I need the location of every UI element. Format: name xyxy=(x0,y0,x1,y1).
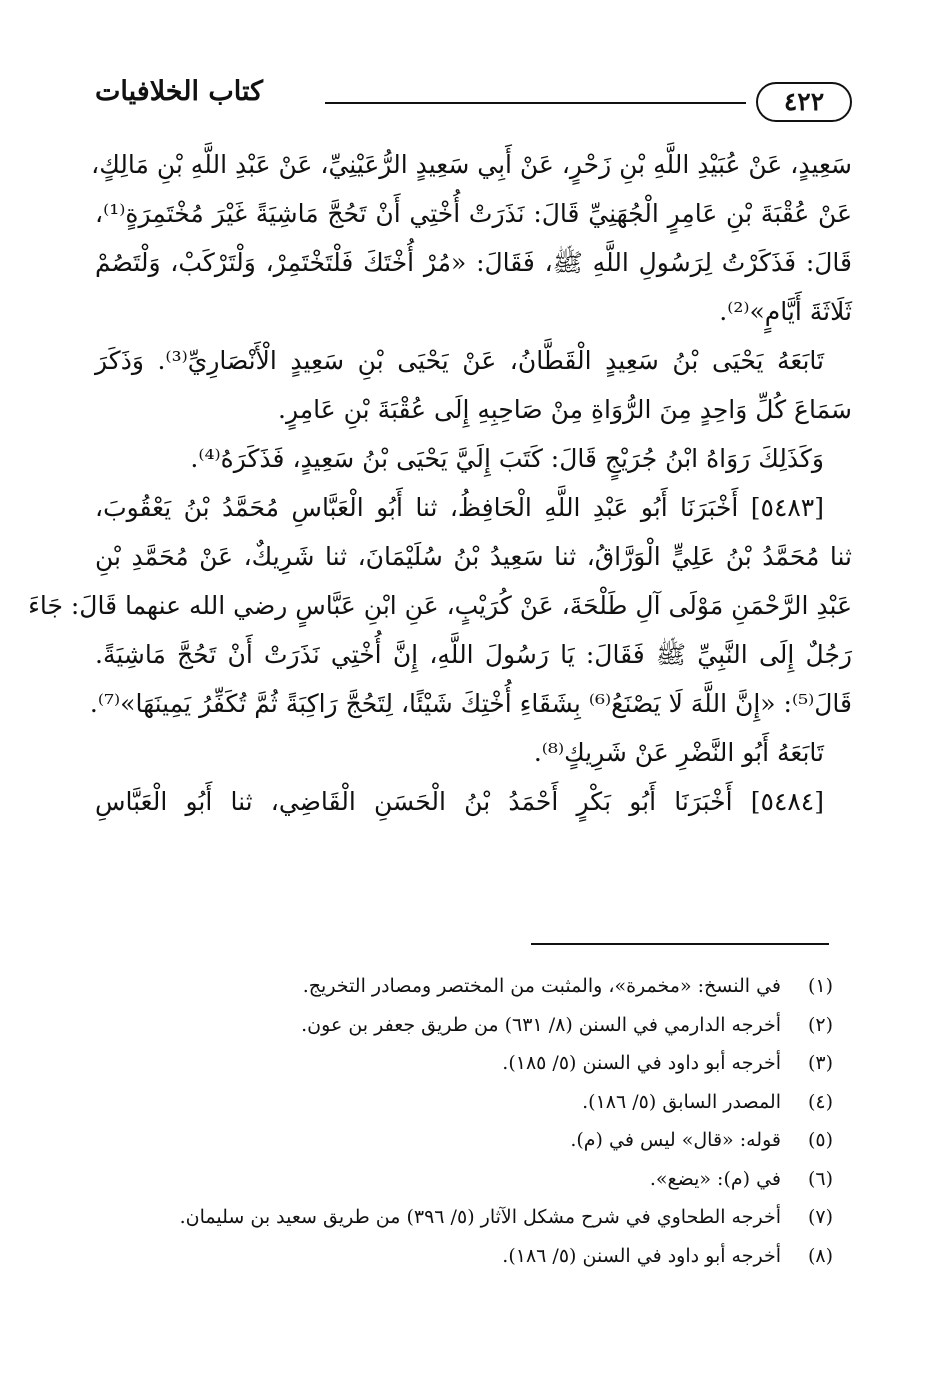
footnote-number: (١) xyxy=(807,975,833,997)
footnote-number: (٤) xyxy=(807,1090,833,1113)
text-line: سَعِيدٍ، عَنْ عُبَيْدِ اللَّهِ بْنِ زَحْرٍ، عَنْ أَبِي سَعِيدٍ الرُّعَيْنِيِّ، عَنْ عَبْدِ اللَّهِ بْنِ مَالِكٍ، xyxy=(91,150,852,179)
page-number: ٤٢٢ xyxy=(756,82,852,122)
text-line: عَبْدِ الرَّحْمَنِ مَوْلَى آلِ طَلْحَةَ، عَنْ كُرَيْبٍ، عَنِ ابْنِ عَبَّاسٍ رضي الله عنهما قَالَ: جَاءَ xyxy=(28,591,852,620)
header-rule xyxy=(325,102,746,104)
footnote-number: (٧) xyxy=(807,1206,833,1228)
footnote-item xyxy=(95,1044,833,1083)
footnote-text: في النسخ: «مخمرة»، والمثبت من المختصر ومصادر التخريج. xyxy=(302,975,781,997)
footnote-item xyxy=(95,1083,833,1122)
footnote-text: في (م): «يضع». xyxy=(649,1167,781,1190)
footnote-item xyxy=(95,967,833,1006)
footnote-text: أخرجه أبو داود في السنن (٥/ ١٨٥). xyxy=(502,1052,781,1074)
footnote-separator xyxy=(531,943,829,945)
text-line: ثنا مُحَمَّدُ بْنُ عَلِيٍّ الْوَرَّاقُ، ثنا سَعِيدُ بْنُ سُلَيْمَانَ، ثنا شَرِيكٌ، عَنْ مُحَمَّدِ بْنِ xyxy=(95,542,852,571)
text-line: وَكَذَلِكَ رَوَاهُ ابْنُ جُرَيْجٍ قَالَ: كَتَبَ إِلَيَّ يَحْيَى بْنُ سَعِيدٍ، فَذَكَرَهُ⁽⁴⁾. xyxy=(190,444,824,473)
footnote-number: (٦) xyxy=(807,1167,833,1190)
footnote-text: أخرجه الطحاوي في شرح مشكل الآثار (٥/ ٣٩٦) من طريق سعيد بن سليمان. xyxy=(179,1206,781,1228)
footnote-text: أخرجه أبو داود في السنن (٥/ ١٨٦). xyxy=(502,1244,781,1267)
hadith-5484-line: [٥٤٨٤] أَخْبَرَنَا أَبُو بَكْرٍ أَحْمَدُ بْنُ الْحَسَنِ الْقَاضِي، ثنا أَبُو الْعَبَّاسِ xyxy=(95,787,824,816)
text-line: رَجُلٌ إِلَى النَّبِيِّ ﷺ فَقَالَ: يَا رَسُولَ اللَّهِ، إِنَّ أُخْتِي نَذَرَتْ أَنْ تَحُجَّ مَاشِيَةً. xyxy=(95,640,852,669)
footnote-item xyxy=(95,1160,833,1199)
text-line: ثَلَاثَةَ أَيَّامٍ»⁽²⁾. xyxy=(719,297,852,326)
main-text xyxy=(28,140,852,826)
page-header xyxy=(95,68,852,130)
text-line: قَالَ⁽⁵⁾: «إِنَّ اللَّهَ لَا يَصْنَعُ⁽⁶⁾ بِشَقَاءِ أُخْتِكَ شَيْئًا، لِتَحُجَّ رَاكِبَةً ثُمَّ تُكَفِّرُ يَمِينَهَا»⁽⁷⁾. xyxy=(89,689,852,718)
footnotes xyxy=(95,967,833,1275)
footnote-text: قوله: «قال» ليس في (م). xyxy=(570,1129,781,1151)
footnote-number: (٢) xyxy=(807,1013,833,1036)
footnote-text: أخرجه الدارمي في السنن (٨/ ٦٣١) من طريق جعفر بن عون. xyxy=(301,1013,781,1036)
footnote-text: المصدر السابق (٥/ ١٨٦). xyxy=(582,1090,781,1113)
text-line: قَالَ: فَذَكَرْتُ لِرَسُولِ اللَّهِ ﷺ، فَقَالَ: «مُرْ أُخْتَكَ فَلْتَخْتَمِرْ، وَلْتَرْكَبْ، وَلْتَصُمْ xyxy=(95,248,852,277)
footnote-item xyxy=(95,1237,833,1276)
text-line: تَابَعَهُ أَبُو النَّضْرِ عَنْ شَرِيكٍ⁽⁸⁾. xyxy=(533,738,824,767)
footnote-number: (٨) xyxy=(807,1244,833,1267)
text-line: سَمَاعَ كُلِّ وَاحِدٍ مِنَ الرُّوَاةِ مِنْ صَاحِبِهِ إِلَى عُقْبَةَ بْنِ عَامِرٍ. xyxy=(278,395,852,424)
footnote-item xyxy=(95,1006,833,1045)
text-line: تَابَعَهُ يَحْيَى بْنُ سَعِيدٍ الْقَطَّانُ، عَنْ يَحْيَى بْنِ سَعِيدٍ الْأَنْصَارِيِّ⁽³⁾. وَذَكَرَ xyxy=(95,346,825,375)
hadith-5483-line: [٥٤٨٣] أَخْبَرَنَا أَبُو عَبْدِ اللَّهِ الْحَافِظُ، ثنا أَبُو الْعَبَّاسِ مُحَمَّدُ بْنُ يَعْقُوبَ، xyxy=(95,493,824,522)
footnote-item xyxy=(95,1121,833,1160)
text-line: عَنْ عُقْبَةَ بْنِ عَامِرٍ الْجُهَنِيِّ قَالَ: نَذَرَتْ أُخْتِي أَنْ تَحُجَّ مَاشِيَةً غَيْرَ مُخْتَمِرَةٍ⁽¹⁾، xyxy=(95,199,852,228)
footnote-number: (٥) xyxy=(807,1129,833,1151)
book-title: كتاب الخلافيات xyxy=(95,76,264,107)
footnote-item xyxy=(95,1198,833,1237)
footnote-number: (٣) xyxy=(807,1052,833,1074)
